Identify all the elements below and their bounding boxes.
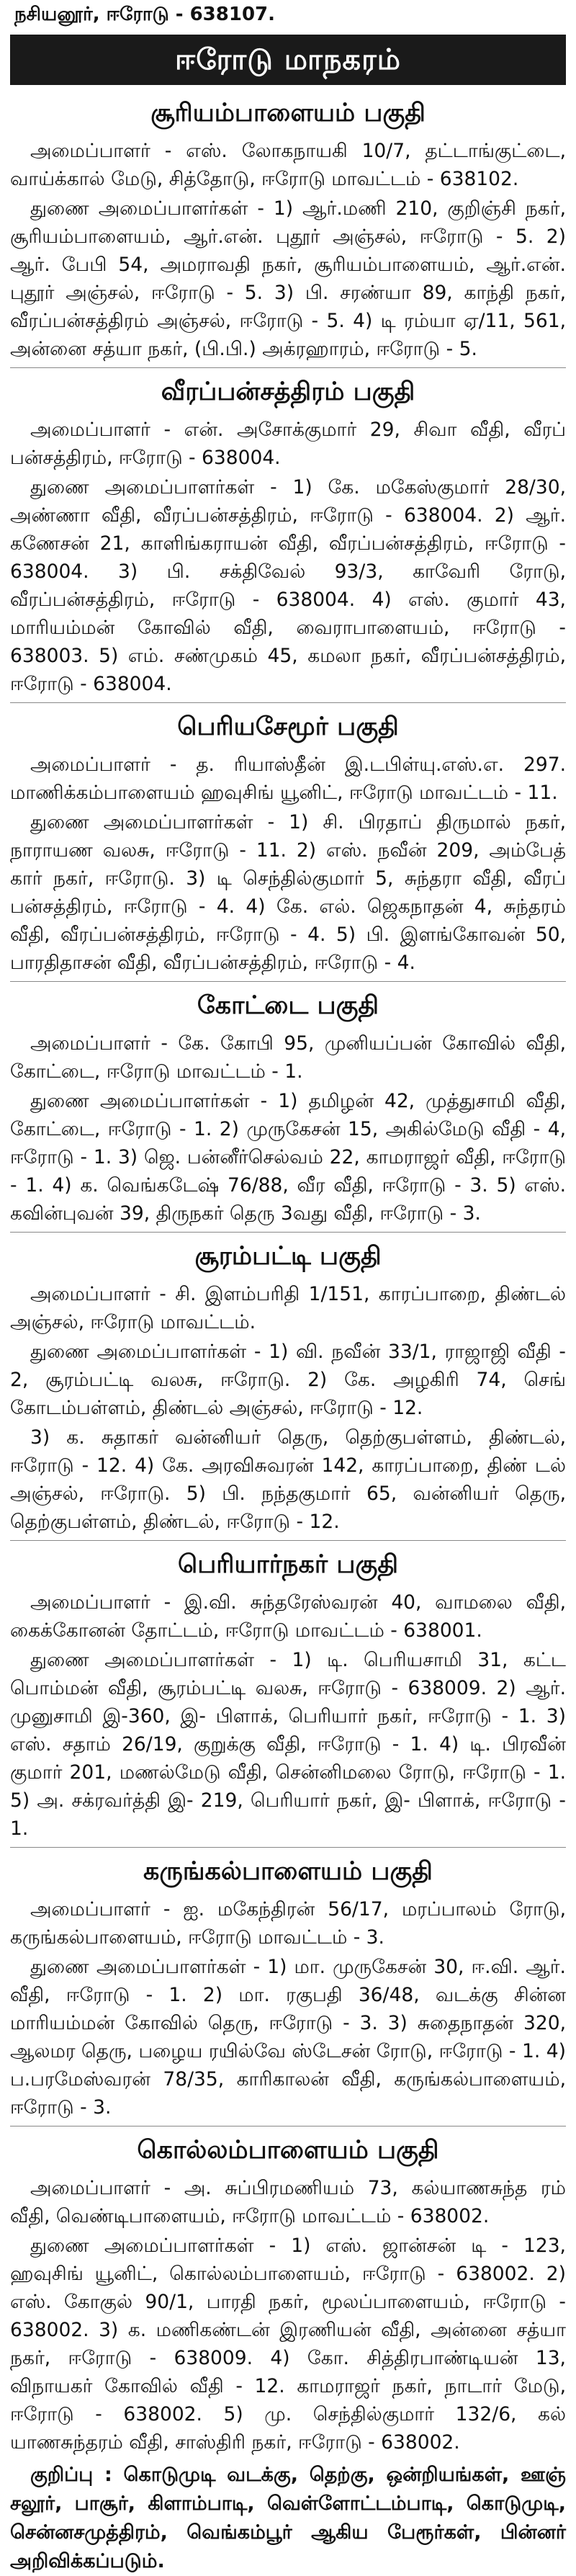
section-title: பெரியார்நகர் பகுதி bbox=[178, 1550, 398, 1579]
section-kottai bbox=[10, 985, 566, 1227]
deputy-organizers-paragraph: துணை அமைப்பாளர்கள் - 1) சி. பிரதாப் திருமால் நகர், நாராயண வலசு, ஈரோடு - 11. 2) எஸ். நவீன் 209, அம்பேத் கார் நகர், ஈரோடு. 3) டி செந்தில்குமார் 5, சுந்தரா வீதி, வீரப் பன்சத்திரம், ஈரோடு - 4. 4) கே. எல். ஜெகநாதன் 4, சுந்தரம் வீதி, வீரப்பன்சத்திரம், ஈரோடு - 4. 5) பி. இளங்கோவன் 50, பாரதிதாசன் வீதி, வீரப்பன்சத்திரம், ஈரோடு - 4. bbox=[10, 811, 566, 974]
deputy-organizers-paragraph: துணை அமைப்பாளர்கள் - 1) எஸ். ஜான்சன் டி - 123, ஹவுசிங் யூனிட், கொல்லம்பாளையம், ஈரோடு - 638002. 2) எஸ். கோகுல் 90/1, பாரதி நகர், மூலப்பாளையம், ஈரோடு - 638002. 3) க. மணிகண்டன் இரணியன் வீதி, அன்னை சத்யா நகர், ஈரோடு - 638009. 4) கோ. சித்திரபாண்டியன் 13, விநாயகர் கோவில் வீதி - 12. காமராஜர் நகர், நாடார் மேடு, ஈரோடு - 638002. 5) மு. செந்தில்குமார் 132/6, கல் யாணசுந்தரம் வீதி, சாஸ்திரி நகர், ஈரோடு - 638002. bbox=[10, 2235, 566, 2454]
deputy-organizers-paragraph: துணை அமைப்பாளர்கள் - 1) டி. பெரியசாமி 31, கட்ட பொம்மன் வீதி, சூரம்பட்டி வலசு, ஈரோடு - 638009. 2) ஆர். முனுசாமி இ-360, இ- பிளாக், பெரியார் நகர், ஈரோடு - 1. 3) எஸ். சதாம் 26/19, குறுக்கு வீதி, ஈரோடு - 1. 4) டி. பிரவீன் குமார் 201, மணல்மேடு வீதி, சென்னிமலை ரோடு, ஈரோடு - 1. 5) அ. சக்ரவர்த்தி இ- 219, பெரியார் நகர், இ- பிளாக், ஈரோடு - 1. bbox=[10, 1649, 566, 1840]
organizer-paragraph: அமைப்பாளர் - ஐ. மகேந்திரன் 56/17, மரப்பாலம் ரோடு, கருங்கல்பாளையம், ஈரோடு மாவட்டம் - 3. bbox=[10, 1898, 566, 1949]
section-title: சூரம்பட்டி பகுதி bbox=[194, 1242, 382, 1271]
top-address-line: நசியனூர், ஈரோடு - 638107. bbox=[14, 4, 276, 25]
section-sooriyampalayam bbox=[10, 92, 566, 363]
section-divider bbox=[10, 1540, 566, 1541]
organizer-paragraph: அமைப்பாளர் - சி. இளம்பரிதி 1/151, காரப்பாறை, திண்டல் அஞ்சல், ஈரோடு மாவட்டம். bbox=[10, 1283, 566, 1333]
organizer-paragraph: அமைப்பாளர் - த. ரியாஸ்தீன் இ.டபிள்யு.எஸ்.எ. 297. மாணிக்கம்பாளையம் ஹவுசிங் யூனிட், ஈரோடு மாவட்டம் - 11. bbox=[10, 753, 566, 804]
section-title: கோட்டை பகுதி bbox=[197, 991, 379, 1020]
section-divider bbox=[10, 1847, 566, 1848]
organizer-paragraph: அமைப்பாளர் - என். அசோக்குமார் 29, சிவா வீதி, வீரப் பன்சத்திரம், ஈரோடு - 638004. bbox=[10, 419, 566, 469]
organizer-paragraph: அமைப்பாளர் - கே. கோபி 95, முனியப்பன் கோவில் வீதி, கோட்டை, ஈரோடு மாவட்டம் - 1. bbox=[10, 1032, 566, 1083]
deputy-organizers-paragraph-continued: 3) க. சுதாகர் வன்னியர் தெரு, தெற்குபள்ளம், திண்டல், ஈரோடு - 12. 4) கே. அரவிசுவரன் 142, காரப்பாறை, திண் டல் அஞ்சல், ஈரோடு. 5) பி. நந்தகுமார் 65, வன்னியர் தெரு, தெற்குபள்ளம், திண்டல், ஈரோடு - 12. bbox=[10, 1426, 566, 1533]
organizer-paragraph: அமைப்பாளர் - எஸ். லோகநாயகி 10/7, தட்டாங்குட்டை, வாய்க்கால் மேடு, சித்தோடு, ஈரோடு மாவட்டம் - 638102. bbox=[10, 140, 566, 190]
organizer-paragraph: அமைப்பாளர் - அ. சுப்பிரமணியம் 73, கல்யாணசுந்த ரம் வீதி, வெண்டிபாளையம், ஈரோடு மாவட்டம் - 638002. bbox=[10, 2177, 566, 2227]
masthead-title: ஈரோடு மாநகரம் bbox=[10, 35, 566, 85]
section-divider bbox=[10, 702, 566, 703]
section-title: பெரியசேமூர் பகுதி bbox=[177, 712, 399, 741]
section-periyarnagar bbox=[10, 1544, 566, 1843]
deputy-organizers-paragraph: துணை அமைப்பாளர்கள் - 1) ஆர்.மணி 210, குறிஞ்சி நகர், சூரியம்பாளையம், ஆர்.என். புதூர் அஞ்சல், ஈரோடு - 5. 2) ஆர். பேபி 54, அமராவதி நகர், சூரியம்பாளையம், ஆர்.என். புதூர் அஞ்சல், ஈரோடு - 5. 3) பி. சரண்யா 89, காந்தி நகர், வீரப்பன்சத்திரம் அஞ்சல், ஈரோடு - 5. 4) டி ரம்யா ஏ/11, 561, அன்னை சத்யா நகர், (பி.பி.) அக்ரஹாரம், ஈரோடு - 5. bbox=[10, 197, 566, 360]
deputy-organizers-paragraph: துணை அமைப்பாளர்கள் - 1) கே. மகேஸ்குமார் 28/30, அண்ணா வீதி, வீரப்பன்சத்திரம், ஈரோடு - 638004. 2) ஆர். கணேசன் 21, காளிங்கராயன் வீதி, வீரப்பன்சத்திரம், ஈரோடு - 638004. 3) பி. சக்திவேல் 93/3, காவேரி ரோடு, வீரப்பன்சத்திரம், ஈரோடு - 638004. 4) எஸ். குமார் 43, மாரியம்மன் கோவில் வீதி, வைராபாளையம், ஈரோடு - 638003. 5) எம். சண்முகம் 45, கமலா நகர், வீரப்பன்சத்திரம், ஈரோடு - 638004. bbox=[10, 476, 566, 695]
deputy-organizers-paragraph: துணை அமைப்பாளர்கள் - 1) வி. நவீன் 33/1, ராஜாஜி வீதி - 2, சூரம்பட்டி வலசு, ஈரோடு. 2) கே. அழகிரி 74, செங் கோடம்பள்ளம், திண்டல் அஞ்சல், ஈரோடு - 12. bbox=[10, 1341, 566, 1419]
organizer-paragraph: அமைப்பாளர் - இ.வி. சுந்தரேஸ்வரன் 40, வாமலை வீதி, கைக்கோனன் தோட்டம், ஈரோடு மாவட்டம் - 638001. bbox=[10, 1591, 566, 1642]
section-karungalpalayam bbox=[10, 1851, 566, 2121]
deputy-organizers-paragraph: துணை அமைப்பாளர்கள் - 1) மா. முருகேசன் 30, ஈ.வி. ஆர். வீதி, ஈரோடு - 1. 2) மா. ரகுபதி 36/48, வடக்கு சின்ன மாரியம்மன் கோவில் தெரு, ஈரோடு - 3. 3) சுதைநாதன் 320, ஆலமர தெரு, பழைய ரயில்வே ஸ்டேசன் ரோடு, ஈரோடு - 1. 4) ப.பரமேஸ்வரன் 78/35, காரிகாலன் வீதி, கருங்கல்பாளையம், ஈரோடு - 3. bbox=[10, 1956, 566, 2119]
section-divider bbox=[10, 981, 566, 982]
section-veerappanchathiram bbox=[10, 371, 566, 698]
section-kollampalayam bbox=[10, 2129, 566, 2456]
deputy-organizers-paragraph: துணை அமைப்பாளர்கள் - 1) தமிழன் 42, முத்துசாமி வீதி, கோட்டை, ஈரோடு - 1. 2) முருகேசன் 15, அகில்மேடு வீதி - 4, ஈரோடு - 1. 3) ஜெ. பன்னீர்செல்வம் 22, காமராஜர் வீதி, ஈரோடு - 1. 4) க. வெங்கடேஷ் 76/88, வீர வீதி, ஈரோடு - 3. 5) எஸ். கவின்புவன் 39, திருநகர் தெரு 3வது வீதி, ஈரோடு - 3. bbox=[10, 1090, 566, 1225]
section-title: கொல்லம்பாளையம் பகுதி bbox=[137, 2136, 439, 2165]
section-divider bbox=[10, 367, 566, 368]
section-title: வீரப்பன்சத்திரம் பகுதி bbox=[161, 377, 415, 406]
section-title: சூரியம்பாளையம் பகுதி bbox=[150, 99, 426, 128]
section-divider bbox=[10, 1232, 566, 1233]
section-periyasemur bbox=[10, 706, 566, 977]
footnote: குறிப்பு : கொடுமுடி வடக்கு, தெற்கு, ஒன்றியங்கள், ஊஞ் சலூர், பாசூர், கிளாம்பாடி, வெள்ளோட்டம்பாடி, கொடுமுடி, சென்னசமுத்திரம், வெங்கம்பூர் ஆகிய பேரூர்கள், பின்னர் அறிவிக்கப்படும். bbox=[10, 2464, 566, 2572]
section-soorampatti bbox=[10, 1235, 566, 1536]
section-title: கருங்கல்பாளையம் பகுதி bbox=[143, 1857, 433, 1886]
